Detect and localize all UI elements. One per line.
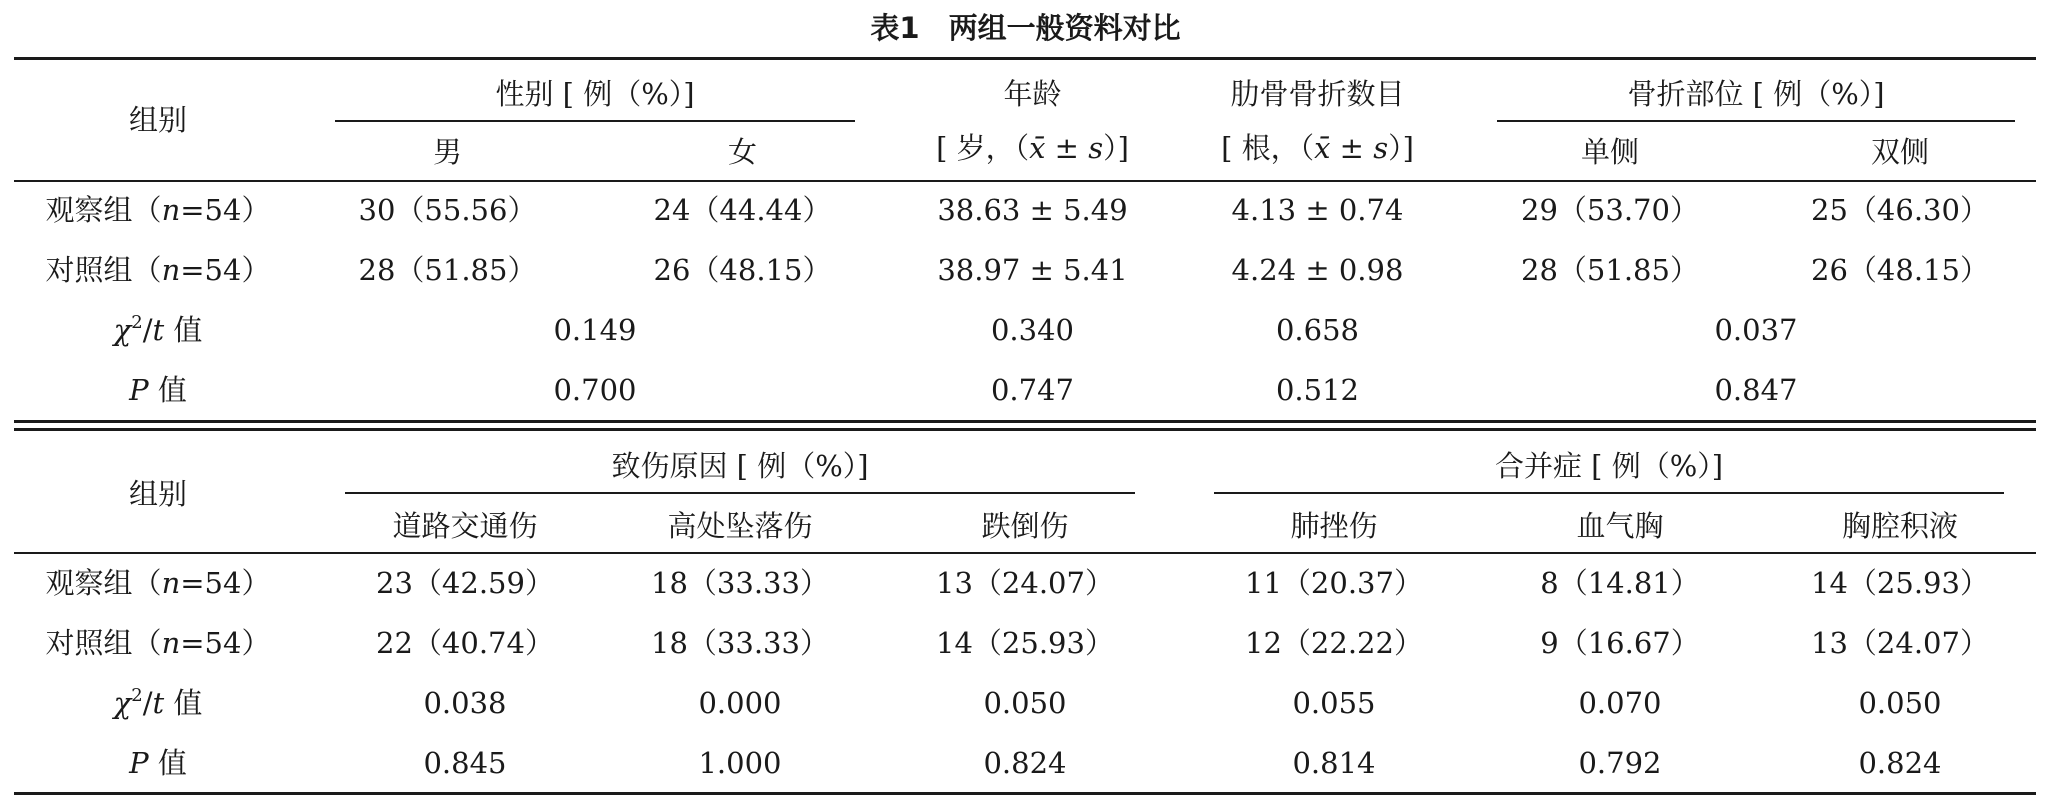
- t2-chi-traffic: 0.038: [423, 686, 507, 720]
- t1-row1-group: 观察组（n=54）: [45, 193, 271, 227]
- t2-row2-fall-high: 18（33.33）: [651, 626, 829, 660]
- t2-lung-header: 肺挫伤: [1290, 509, 1378, 543]
- t1-chi-sex: 0.149: [553, 313, 637, 347]
- t1-p-site: 0.847: [1714, 373, 1798, 407]
- t1-row2-rib: 4.24 ± 0.98: [1231, 253, 1404, 287]
- t1-row1-rib: 4.13 ± 0.74: [1231, 193, 1404, 227]
- t1-unilateral-header: 单侧: [1580, 135, 1639, 169]
- t1-age-header-line2: [ 岁，（x̄ ± s）]: [936, 131, 1129, 165]
- table-title: 表1 两组一般资料对比: [870, 11, 1181, 45]
- table1-top-rule: [14, 57, 2036, 60]
- t2-row1-group: 观察组（n=54）: [45, 566, 271, 600]
- t1-male-header: 男: [432, 135, 462, 169]
- t2-row1-hemo: 8（14.81）: [1540, 566, 1700, 600]
- t2-comorb-header: 合并症 [ 例（%）]: [1494, 449, 1724, 483]
- t2-traffic-header: 道路交通伤: [392, 509, 538, 543]
- t2-p-lung: 0.814: [1292, 746, 1376, 780]
- t2-group-header: 组别: [128, 477, 187, 511]
- t2-row1-fall: 13（24.07）: [936, 566, 1114, 600]
- t2-p-hemo: 0.792: [1578, 746, 1662, 780]
- t1-row1-male: 30（55.56）: [358, 193, 537, 227]
- t2-comorb-underline: [1214, 492, 2004, 494]
- t1-age-header-line1: 年龄: [1003, 77, 1062, 111]
- table2-bottom-rule: [14, 792, 2036, 795]
- t1-row1-unilateral: 29（53.70）: [1521, 193, 1699, 227]
- t1-female-header: 女: [727, 135, 757, 169]
- t1-chi-age: 0.340: [990, 313, 1075, 347]
- t2-row1-fall-high: 18（33.33）: [651, 566, 829, 600]
- t1-rib-header-line2: [ 根，（x̄ ± s）]: [1221, 131, 1414, 165]
- t1-p-rib: 0.512: [1275, 373, 1360, 407]
- t1-chi-label: $\chi^2/t$ 值: [113, 312, 203, 347]
- t2-p-fall: 0.824: [983, 746, 1067, 780]
- t2-row1-traffic: 23（42.59）: [376, 566, 554, 600]
- t1-row1-age: 38.63 ± 5.49: [937, 193, 1128, 227]
- t2-row2-group: 对照组（n=54）: [45, 626, 271, 660]
- t1-row2-bilateral: 26（48.15）: [1811, 253, 1989, 287]
- t2-row2-traffic: 22（40.74）: [376, 626, 554, 660]
- t1-rib-header-line1: 肋骨骨折数目: [1230, 77, 1405, 111]
- t1-p-sex: 0.700: [553, 373, 637, 407]
- t2-header-rule: [14, 552, 2036, 554]
- t1-header-rule: [14, 180, 2036, 182]
- t1-p-age: 0.747: [990, 373, 1075, 407]
- t2-row2-lung: 12（22.22）: [1245, 626, 1423, 660]
- t1-site-header: 骨折部位 [ 例（%）]: [1627, 77, 1885, 111]
- t2-chi-fall-high: 0.000: [698, 686, 782, 720]
- t1-sex-header: 性别 [ 例（%）]: [495, 77, 695, 111]
- t1-row2-group: 对照组（n=54）: [45, 253, 271, 287]
- t2-p-label: P 值: [129, 746, 187, 780]
- t2-chi-effusion: 0.050: [1858, 686, 1942, 720]
- t2-row2-fall: 14（25.93）: [936, 626, 1114, 660]
- t2-cause-header: 致伤原因 [ 例（%）]: [611, 449, 869, 483]
- t2-chi-fall: 0.050: [983, 686, 1067, 720]
- table2-top-rule-b: [14, 428, 2036, 431]
- t1-row2-male: 28（51.85）: [358, 253, 537, 287]
- t2-row2-hemo: 9（16.67）: [1540, 626, 1700, 660]
- table2-top-rule-a: [14, 420, 2036, 423]
- t1-sex-underline: [335, 120, 855, 122]
- t1-bilateral-header: 双侧: [1870, 135, 1929, 169]
- t2-chi-label: $\chi^2/t$ 值: [113, 685, 203, 720]
- t1-p-label: P 值: [129, 373, 187, 407]
- t1-row1-bilateral: 25（46.30）: [1811, 193, 1989, 227]
- t1-row2-unilateral: 28（51.85）: [1521, 253, 1699, 287]
- t1-row2-age: 38.97 ± 5.41: [937, 253, 1128, 287]
- t2-row1-effusion: 14（25.93）: [1811, 566, 1989, 600]
- t2-p-traffic: 0.845: [423, 746, 507, 780]
- t2-fall-high-header: 高处坠落伤: [667, 509, 813, 543]
- t1-group-header: 组别: [128, 103, 187, 137]
- t2-row1-lung: 11（20.37）: [1245, 566, 1423, 600]
- t1-row1-female: 24（44.44）: [653, 193, 832, 227]
- t2-effusion-header: 胸腔积液: [1841, 509, 1958, 543]
- t2-hemo-header: 血气胸: [1576, 509, 1664, 543]
- t1-chi-rib: 0.658: [1275, 313, 1360, 347]
- t2-chi-lung: 0.055: [1292, 686, 1376, 720]
- t2-fall-header: 跌倒伤: [981, 509, 1069, 543]
- t2-p-fall-high: 1.000: [698, 746, 782, 780]
- t2-chi-hemo: 0.070: [1578, 686, 1662, 720]
- t2-row2-effusion: 13（24.07）: [1811, 626, 1989, 660]
- t2-cause-underline: [345, 492, 1135, 494]
- t1-chi-site: 0.037: [1714, 313, 1798, 347]
- t2-p-effusion: 0.824: [1858, 746, 1942, 780]
- t1-site-underline: [1497, 120, 2015, 122]
- t1-row2-female: 26（48.15）: [653, 253, 832, 287]
